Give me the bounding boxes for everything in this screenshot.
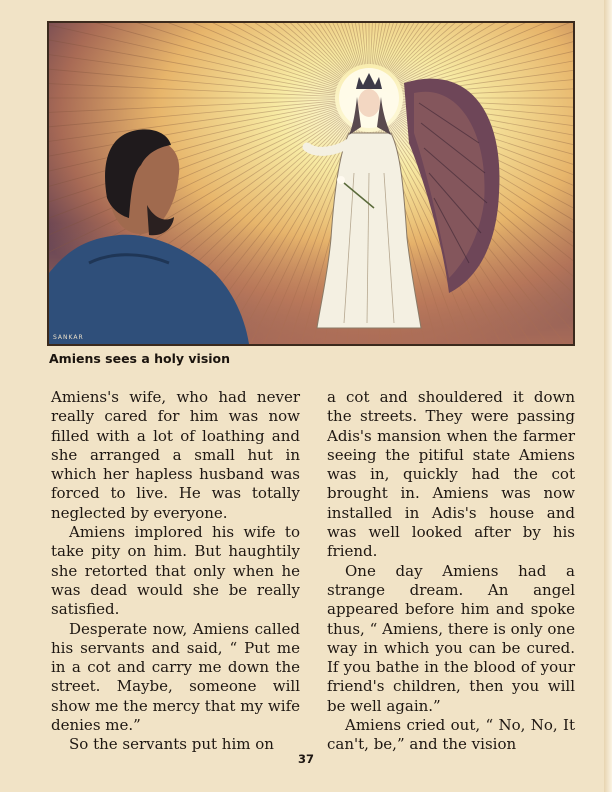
paragraph: Amiens's wife, who had never really cared for him was now filled with a lot of loathing and she arranged a small hut in which her hapless husband was forced to live. He was totally neglected by everyone. [51, 388, 300, 522]
page-edge [604, 0, 612, 792]
paragraph: So the servants put him on [69, 735, 274, 754]
artist-signature: SANKAR [53, 334, 84, 341]
page-number: 37 [297, 752, 314, 766]
paragraph: One day Amiens had a strange dream. An angel appeared before him and spoke thus, “ Amiens, there is only one way in which you can be cured. If you bathe in the blood of your friend's children, then you will be well again.” [327, 561, 575, 715]
paragraph: a cot and shouldered it down the streets. They were passing Adis's mansion when the farmer seeing the pitiful state Amiens was in, quickly had the cot brought in. Amiens was now installed in Adis's house and was well looked after by his friend. [327, 388, 575, 561]
caption: Amiens sees a holy vision [49, 351, 231, 366]
text-column-left [51, 388, 300, 755]
paragraph: Amiens implored his wife to take pity on him. But haughtily she retorted that only when he was dead would she be really satisfied. [51, 523, 300, 619]
paragraph: Amiens cried out, “ No, No, It can't, be,” and the vision [327, 716, 575, 754]
angel-vision-illustration [49, 23, 573, 344]
text-column-right [327, 388, 575, 755]
illustration [47, 21, 575, 346]
paragraph: Desperate now, Amiens called his servants and said, “ Put me in a cot and carry me down the street. Maybe, someone will show me the mercy that my wife denies me.” [51, 619, 300, 735]
